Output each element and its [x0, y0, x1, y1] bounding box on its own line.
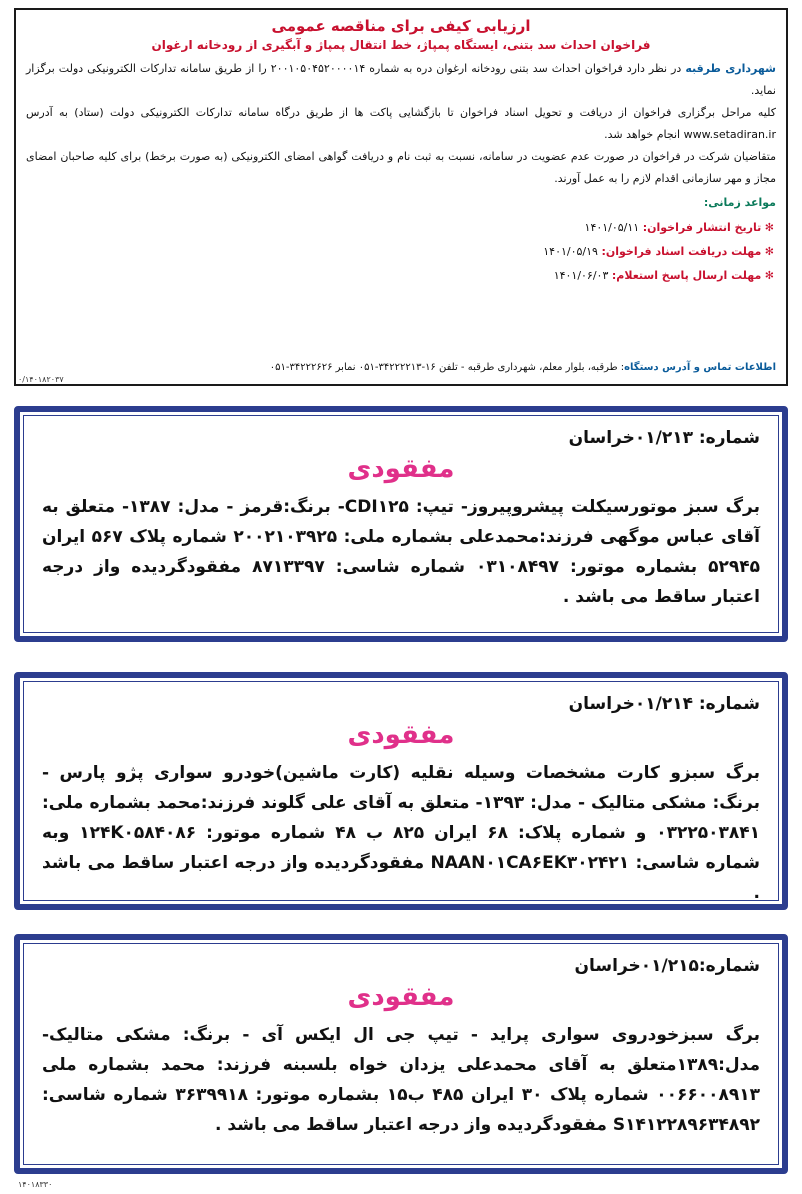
lost-ad-2	[14, 672, 788, 910]
tender-paragraph-1-text: در نظر دارد فراخوان احداث سد بتنی رودخانه ارغوان دره به شماره ۲۰۰۱۰۵۰۴۵۲۰۰۰۰۱۴ را از طریق سامانه تدارکات الکترونیکی دولت برگزار نماید.	[26, 62, 776, 97]
date-value: ۱۴۰۱/۰۵/۱۱	[584, 221, 640, 234]
tender-paragraph-2: کلیه مراحل برگزاری فراخوان از دریافت و تحویل اسناد فراخوان تا بازگشایی پاکت ها از طریق درگاه سامانه تدارکات الکترونیکی دولت (ستاد) به آدرس www.setadiran.ir انجام خواهد شد.	[26, 106, 776, 141]
tender-title: ارزیابی کیفی برای مناقصه عمومی	[271, 17, 531, 35]
ad-number: شماره: ۰۱/۲۱۳خراسان	[568, 428, 760, 448]
ad-title: مفقودی	[347, 454, 455, 484]
date-label: مهلت دریافت اسناد فراخوان:	[601, 245, 762, 258]
bullet-icon: ✻	[761, 269, 774, 282]
ad-title: مفقودی	[347, 982, 455, 1012]
ad-title: مفقودی	[347, 720, 455, 750]
lost-ad-1	[14, 406, 788, 642]
tender-organization: شهرداری طرقبه	[685, 62, 776, 75]
date-label: تاریخ انتشار فراخوان:	[642, 221, 762, 234]
bullet-icon: ✻	[761, 221, 774, 234]
date-value: ۱۴۰۱/۰۵/۱۹	[543, 245, 598, 258]
lost-ad-3	[14, 934, 788, 1174]
date-label: مهلت ارسال پاسخ استعلام:	[611, 269, 762, 282]
tender-announcement	[14, 8, 788, 386]
tender-contact	[26, 360, 776, 376]
tender-paragraph-1	[26, 58, 776, 102]
date-value: ۱۴۰۱/۰۶/۰۳	[553, 269, 609, 282]
ad-number: شماره: ۰۱/۲۱۴خراسان	[568, 694, 760, 714]
date-publish	[16, 216, 786, 240]
contact-label: اطلاعات تماس و آدرس دستگاه	[624, 362, 776, 373]
footer-code: ۱۴۰۱۸۳۳۰	[18, 1180, 53, 1189]
ad-text: برگ سبز موتورسیکلت پیشروپیروز- تیپ: CDI۱۲۵- برنگ:قرمز - مدل: ۱۳۸۷- متعلق به آقای عباس موگهی فرزند:محمدعلی بشماره ملی: ۲۰۰۲۱۰۳۹۲۵ شماره پلاک ۵۶۷ ایران ۵۲۹۴۵ بشماره موتور: ۰۳۱۰۸۴۹۷ شماره شاسی: ۸۷۱۳۳۹۷ مفقودگردیده واز درجه اعتبار ساقط می باشد .	[42, 497, 760, 607]
date-documents	[16, 240, 786, 264]
bullet-icon: ✻	[761, 245, 774, 258]
schedule-heading: مواعد زمانی:	[703, 196, 776, 209]
tender-paragraph-3: متقاضیان شرکت در فراخوان در صورت عدم عضویت در سامانه، نسبت به ثبت نام و دریافت گواهی امضای الکترونیکی (به صورت برخط) برای کلیه صاحبان امضای مجاز و مهر سازمانی اقدام لازم را به عمل آورند.	[26, 150, 776, 185]
ad-number: شماره:۰۱/۲۱۵خراسان	[574, 956, 760, 976]
tender-body	[16, 54, 786, 190]
ad-text: برگ سبزخودروی سواری پراید - تیپ جی ال ایکس آی - برنگ: مشکی متالیک- مدل:۱۳۸۹متعلق به آقای محمدعلی یزدان خواه بلسبنه فرزند: محمد بشماره ملی ۰۰۶۶۰۰۸۹۱۳ شماره پلاک ۳۰ ایران ۴۸۵ ب۱۵ بشماره موتور: ۳۶۳۹۹۱۸ شماره شاسی: S۱۴۱۲۲۸۹۶۳۴۸۹۲ مفقودگردیده واز درجه اعتبار ساقط می باشد .	[42, 1025, 760, 1135]
ad-text: برگ سبزو کارت مشخصات وسیله نقلیه (کارت ماشین)خودرو سواری پژو پارس - برنگ: مشکی متالیک - مدل: ۱۳۹۳- متعلق به آقای علی گلوند فرزند:محمد بشماره ملی: ۰۳۲۲۵۰۳۸۴۱ و شماره پلاک: ۶۸ ایران ۸۲۵ ب ۴۸ شماره موتور: ۱۲۴K۰۵۸۴۰۸۶ وبه شماره شاسی: NAAN۰۱CA۶EK۳۰۲۴۲۱ مفقودگردیده واز درجه اعتبار ساقط می باشد .	[42, 763, 761, 903]
tender-subtitle: فراخوان احداث سد بتنی، ایستگاه پمپاژ، خط انتقال پمپاژ و آبگیری از رودخانه ارغوان	[151, 38, 651, 52]
tender-code: ۰/۱۴۰۱۸۲۰۳۷	[18, 375, 64, 384]
date-response	[16, 264, 786, 288]
contact-text: : طرقبه، بلوار معلم، شهرداری طرقبه - تلفن ۱۶-۳۴۲۲۲۲۱۳-۰۵۱ نمابر ۳۴۲۲۲۶۲۶-۰۵۱	[269, 362, 625, 373]
